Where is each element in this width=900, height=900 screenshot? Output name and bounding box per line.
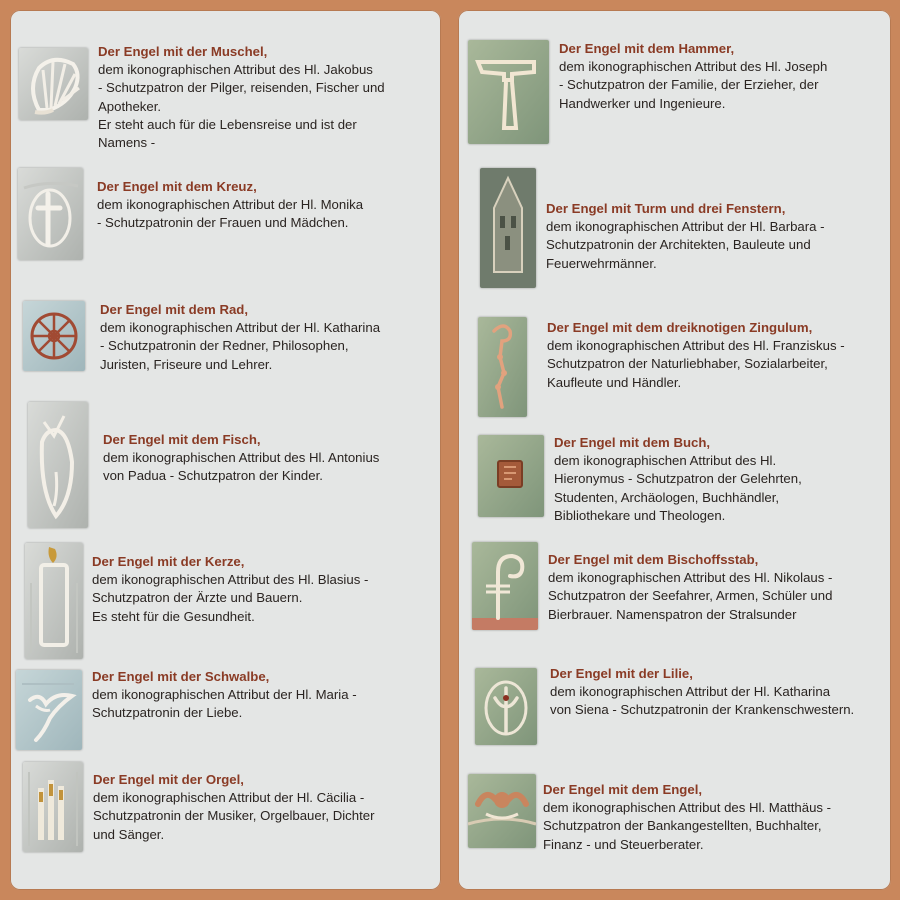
- entry-line: dem ikonographischen Attribut der Hl. Monika: [97, 197, 364, 213]
- entry-text: [547, 319, 845, 392]
- entry-title: Der Engel mit der Muschel,: [98, 44, 268, 59]
- lily-icon: [475, 668, 537, 745]
- entry-line: dem ikonographischen Attribut der Hl. Katharina: [100, 320, 381, 336]
- entry-line: - Schutzpatron der Familie, der Erzieher, der: [559, 77, 819, 93]
- entry-title: Der Engel mit dem Engel,: [543, 782, 703, 797]
- entry-line: dem ikonographischen Attribut der Hl. Maria -: [92, 687, 357, 703]
- entry-line: Bierbrauer. Namenspatron der Stralsunder: [548, 606, 797, 622]
- entry-line: Schutzpatron der Seefahrer, Armen, Schüler und: [548, 588, 833, 604]
- entry-text: [559, 40, 827, 113]
- entry-title: Der Engel mit dem Buch,: [554, 435, 711, 450]
- cord-icon: [478, 317, 527, 417]
- fish-icon: [28, 402, 88, 528]
- entry-line: dem ikonographischen Attribut des Hl.: [554, 453, 777, 469]
- entry-line: Hieronymus - Schutzpatron der Gelehrten,: [554, 471, 802, 487]
- entry-text: [103, 431, 379, 486]
- entry-line: von Padua - Schutzpatron der Kinder.: [103, 468, 323, 484]
- entry-title: Der Engel mit der Orgel,: [93, 772, 244, 787]
- entry-line: - Schutzpatron der Pilger, reisenden, Fischer und: [98, 80, 385, 96]
- entry-line: und Sänger.: [93, 826, 165, 842]
- entry-text: [98, 43, 385, 152]
- entry-title: Der Engel mit der Schwalbe,: [92, 669, 270, 684]
- entry-text: [92, 668, 357, 723]
- entry-line: Er steht auch für die Lebensreise und ist der: [98, 116, 357, 132]
- entry-line: - Schutzpatronin der Redner, Philosophen,: [100, 338, 349, 354]
- entry-title: Der Engel mit der Lilie,: [550, 666, 693, 681]
- book-icon: [478, 435, 544, 517]
- entry-title: Der Engel mit der Kerze,: [92, 554, 245, 569]
- entry-text: [97, 178, 363, 233]
- shell-icon: [19, 48, 88, 120]
- entry-line: dem ikonographischen Attribut des Hl. Matthäus -: [543, 800, 832, 816]
- entry-line: dem ikonographischen Attribut des Hl. Joseph: [559, 59, 828, 75]
- entry-title: Der Engel mit Turm und drei Fenstern,: [546, 201, 786, 216]
- wheel-icon: [23, 301, 85, 371]
- entry-title: Der Engel mit dem Fisch,: [103, 432, 261, 447]
- entry-line: Feuerwehrmänner.: [546, 255, 657, 271]
- entry-title: Der Engel mit dem Hammer,: [559, 41, 735, 56]
- entry-line: Apotheker.: [98, 98, 162, 114]
- entry-line: Es steht für die Gesundheit.: [92, 608, 255, 624]
- entry-line: dem ikonographischen Attribut des Hl. Nikolaus -: [548, 570, 833, 586]
- entry-line: Schutzpatronin der Architekten, Bauleute und: [546, 237, 811, 253]
- entry-text: [550, 665, 854, 720]
- cross-icon: [18, 168, 83, 260]
- entry-line: - Schutzpatronin der Frauen und Mädchen.: [97, 215, 349, 231]
- entry-line: Kaufleute und Händler.: [547, 374, 682, 390]
- entry-line: Schutzpatron der Ärzte und Bauern.: [92, 590, 303, 606]
- entry-text: [93, 771, 374, 844]
- entry-line: von Siena - Schutzpatronin der Krankenschwestern.: [550, 702, 855, 718]
- entry-text: [548, 551, 832, 624]
- entry-title: Der Engel mit dem Kreuz,: [97, 179, 257, 194]
- angel-icon: [468, 774, 536, 848]
- entry-line: Namens -: [98, 135, 156, 151]
- entry-line: Studenten, Archäologen, Buchhändler,: [554, 489, 780, 505]
- entry-line: Juristen, Friseure und Lehrer.: [100, 356, 273, 372]
- entry-title: Der Engel mit dem dreiknotigen Zingulum,: [547, 320, 813, 335]
- entry-line: Finanz - und Steuerberater.: [543, 836, 704, 852]
- entry-text: [543, 781, 831, 854]
- entry-line: Handwerker und Ingenieure.: [559, 95, 726, 111]
- candle-icon: [25, 543, 83, 659]
- entry-line: dem ikonographischen Attribut der Hl. Katharina: [550, 684, 831, 700]
- entry-text: [546, 200, 825, 273]
- entry-line: Schutzpatron der Bankangestellten, Buchhalter,: [543, 818, 822, 834]
- entry-line: dem ikonographischen Attribut der Hl. Cäcilia -: [93, 790, 365, 806]
- left-panel: [10, 10, 441, 890]
- crozier-icon: [472, 542, 538, 630]
- right-panel: [458, 10, 891, 890]
- swallow-icon: [16, 670, 82, 750]
- entry-title: Der Engel mit dem Bischoffsstab,: [548, 552, 759, 567]
- entry-line: Schutzpatronin der Liebe.: [92, 705, 243, 721]
- tower-icon: [480, 168, 536, 288]
- entry-line: dem ikonographischen Attribut der Hl. Barbara -: [546, 219, 825, 235]
- entry-line: dem ikonographischen Attribut des Hl. Blasius -: [92, 572, 369, 588]
- entry-line: Schutzpatronin der Musiker, Orgelbauer, Dichter: [93, 808, 375, 824]
- entry-title: Der Engel mit dem Rad,: [100, 302, 249, 317]
- entry-text: [554, 434, 802, 525]
- entry-line: dem ikonographischen Attribut des Hl. Antonius: [103, 450, 380, 466]
- entry-line: dem ikonographischen Attribut des Hl. Jakobus: [98, 62, 373, 78]
- entry-text: [100, 301, 380, 374]
- organ-icon: [23, 762, 83, 852]
- entry-line: dem ikonographischen Attribut des Hl. Franziskus -: [547, 338, 845, 354]
- hammer-icon: [468, 40, 549, 144]
- entry-line: Schutzpatron der Naturliebhaber, Sozialarbeiter,: [547, 356, 828, 372]
- entry-text: [92, 553, 368, 626]
- entry-line: Bibliothekare und Theologen.: [554, 507, 726, 523]
